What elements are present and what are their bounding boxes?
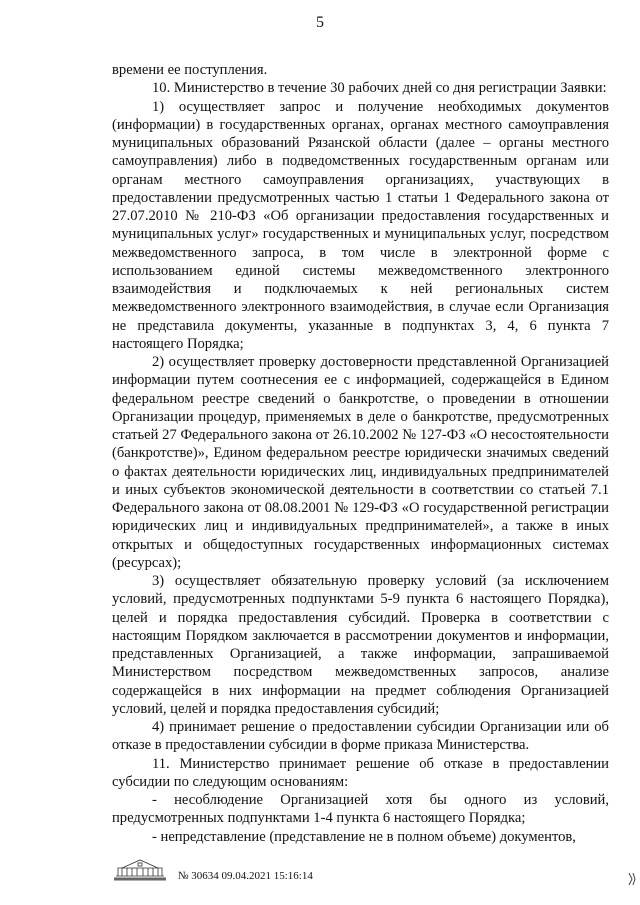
document-body	[112, 61, 609, 846]
document-registration-meta: № 30634 09.04.2021 15:16:14	[178, 870, 313, 882]
paragraph: - непредставление (представление не в полном объеме) документов,	[152, 828, 576, 845]
document-footer	[112, 856, 512, 896]
paragraph: 11. Министерство принимает решение об отказе в предоставлении субсидии по следующим основаниям:	[112, 755, 609, 790]
paragraph: 3) осуществляет обязательную проверку условий (за исключением условий, предусмотренных подпунктами 5-9 пункта 6 настоящего Порядка), целей и порядка предоставления субсидий. Проверка в соответствии с настоящим Порядком заключается в рассмотрении документов и информации, представленных Организацией, а также информации, запрашиваемой Министерством посредством межведомственных запросов, анализе содержащейся в них информации на предмет соблюдения Организацией условий, целей и порядка предоставления субсидий;	[112, 573, 609, 717]
paragraph: 4) принимает решение о предоставлении субсидии Организации или об отказе в предоставлении субсидии в форме приказа Министерства.	[112, 719, 609, 754]
page-number: 5	[316, 14, 324, 31]
paragraph: 1) осуществляет запрос и получение необходимых документов (информации) в государственных органах, органах местного самоуправления муниципальных образований Рязанской области (далее – органы местного самоуправления) либо в подведомственных государственным органам или органам местного самоуправления организациях, участвующих в предоставлении предусмотренных частью 1 статьи 1 Федерального закона от 27.07.2010 № 210-ФЗ «Об организации предоставления государственных и муниципальных услуг» государственных и муниципальных услуг, посредством межведомственного запроса, в том числе в электронной форме с использованием единой системы межведомственного электронного взаимодействия и подключаемых к ней региональных систем межведомственного электронного взаимодействия, в случае если Организация не представила документы, указанные в подпунктах 3, 4, 6 пункта 7 настоящего Порядка;	[112, 98, 609, 352]
building-seal-icon	[112, 856, 168, 882]
paragraph: 10. Министерство в течение 30 рабочих дней со дня регистрации Заявки:	[152, 80, 607, 97]
paragraph: времени ее поступления.	[112, 62, 268, 78]
paragraph: 2) осуществляет проверку достоверности представленной Организацией информации путем соотнесения ее с информацией, содержащейся в Едином федеральном реестре сведений о банкротстве, о проведении в отношении Организации процедур, применяемых в деле о банкротстве, предусмотренных статьей 27 Федерального закона от 26.10.2002 № 127-ФЗ «О несостоятельности (банкротстве)», Едином федеральном реестре юридически значимых сведений о фактах деятельности юридических лиц, индивидуальных предпринимателей и иных субъектов экономической деятельности в соответствии со статьей 7.1 Федерального закона от 08.08.2001 № 129-ФЗ «О государственной регистрации юридических лиц и индивидуальных предпринимателей», а также в иных открытых и общедоступных государственных информационных системах (ресурсах);	[112, 354, 609, 571]
scan-edge-mark	[628, 872, 636, 886]
paragraph: - несоблюдение Организацией хотя бы одного из условий, предусмотренных подпунктами 1-4 пункта 6 настоящего Порядка;	[112, 792, 609, 827]
